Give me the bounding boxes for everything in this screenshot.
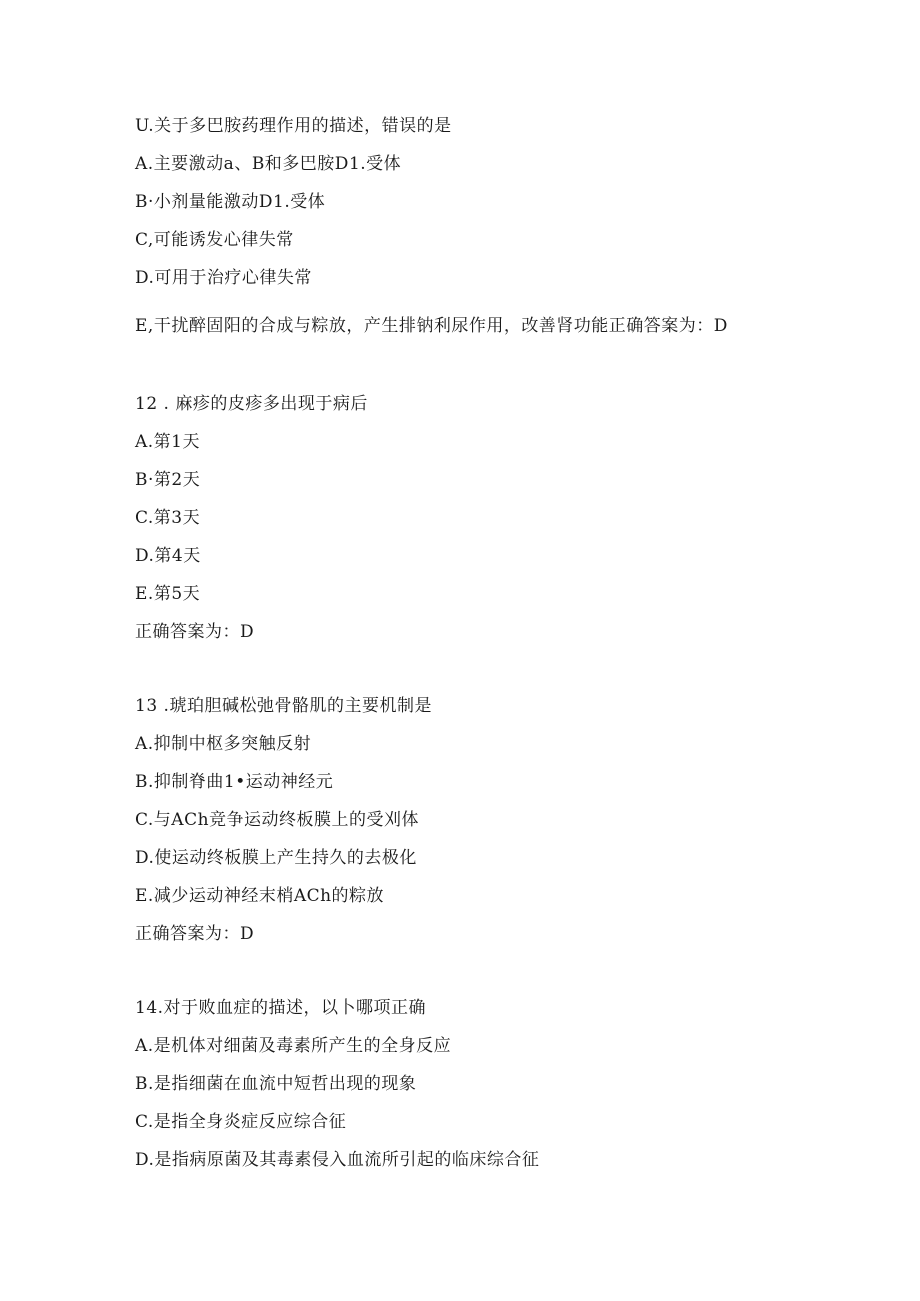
question-14-option-d: D.是指病原菌及其毒素侵入血流所引起的临床综合征 xyxy=(135,1150,540,1170)
question-12-option-b: B·第2天 xyxy=(135,470,201,490)
question-13-option-a: A.抑制中枢多突触反射 xyxy=(135,734,312,754)
question-11-option-c: C,可能诱发心律失常 xyxy=(135,230,294,250)
question-11-stem: U.关于多巴胺药理作用的描述，错误的是 xyxy=(135,116,452,136)
question-14-option-b: B.是指细菌在血流中短哲出现的现象 xyxy=(135,1074,417,1094)
question-12-option-c: C.第3天 xyxy=(135,508,201,528)
question-12-stem: 12 . 麻疹的皮疹多出现于病后 xyxy=(135,394,368,414)
question-13-stem: 13 .琥珀胆碱松弛骨骼肌的主要机制是 xyxy=(135,696,432,716)
question-13-option-b: B.抑制脊曲1•运动神经元 xyxy=(135,772,334,792)
question-11-option-d: D.可用于治疗心律失常 xyxy=(135,268,312,288)
question-12-option-a: A.第1天 xyxy=(135,432,200,452)
question-12-option-e: E.第5天 xyxy=(135,584,201,604)
question-13-answer: 正确答案为：D xyxy=(135,924,255,944)
question-14-option-a: A.是机体对细菌及毒素所产生的全身反应 xyxy=(135,1036,452,1056)
question-12-answer: 正确答案为：D xyxy=(135,622,255,642)
question-11-option-b: B·小剂量能激动D1.受体 xyxy=(135,192,326,212)
question-13-option-d: D.使运动终板膜上产生持久的去极化 xyxy=(135,848,417,868)
question-14-option-c: C.是指全身炎症反应综合征 xyxy=(135,1112,347,1132)
question-11-option-e: E,干扰醉固阳的合成与粽放，产生排钠利尿作用，改善肾功能正确答案为：D xyxy=(135,316,728,336)
question-13-option-e: E.减少运动神经末梢ACh的粽放 xyxy=(135,886,385,906)
question-14-stem: 14.对于败血症的描述，以卜哪项正确 xyxy=(135,998,427,1018)
question-11-option-a: A.主要激动a、B和多巴胺D1.受体 xyxy=(135,154,402,174)
question-13-option-c: C.与ACh竞争运动终板膜上的受刈体 xyxy=(135,810,420,830)
question-12-option-d: D.第4天 xyxy=(135,546,201,566)
